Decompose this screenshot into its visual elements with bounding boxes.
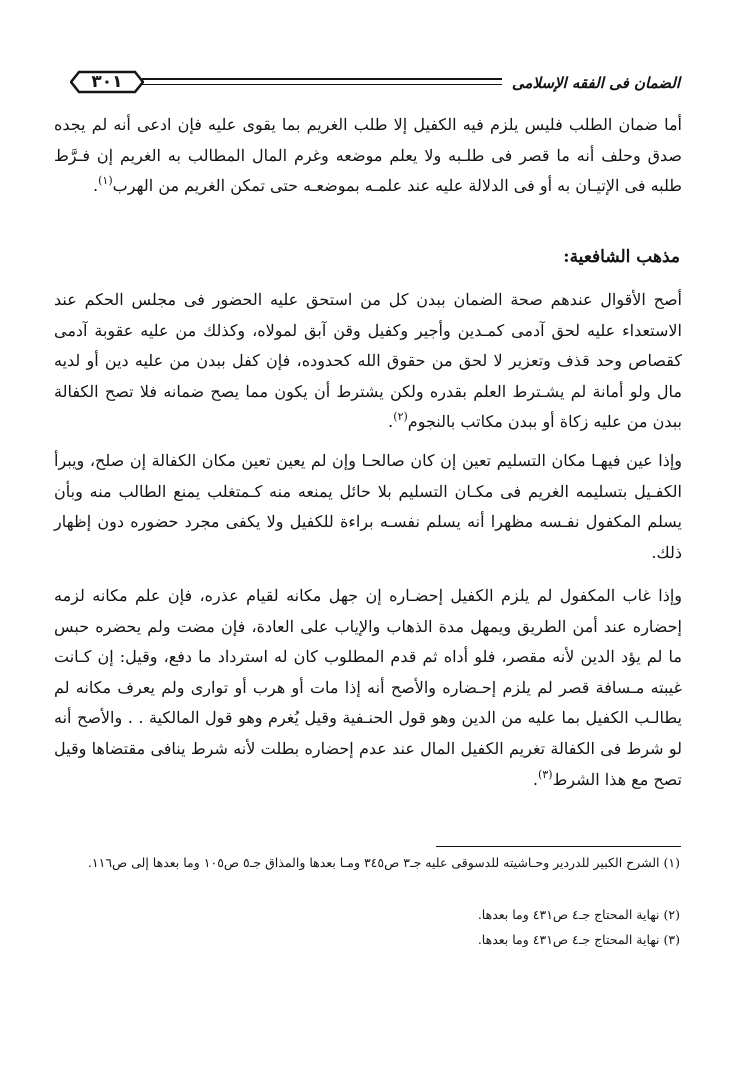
- paragraph-end: .: [93, 176, 99, 196]
- paragraph-end: .: [532, 769, 538, 789]
- footnote-3: (٣) نهاية المحتاج جـ٤ ص٤٣١ وما بعدها.: [477, 932, 680, 947]
- paragraph-end: .: [388, 412, 394, 432]
- footnote-2: (٢) نهاية المحتاج جـ٤ ص٤٣١ وما بعدها.: [477, 907, 680, 922]
- page-number-box: [70, 70, 144, 94]
- running-header: [70, 64, 680, 104]
- section-heading: مذهب الشافعية:: [563, 247, 680, 267]
- paragraph-text: أما ضمان الطلب فليس يلزم فيه الكفيل إلا طلب الغريم بما يقوى عليه فإن ادعى أنه لم يجده صدق وحلف أنه ما قصر فى طلـبه ولا يعلم موضعه وغرم المال المطالب به الغريم إن فـرَّط طلبه فى الإتيـان به أو فى الدلالة عليه عند علمـه بموضعـه حتى تمكن الغريم من الهرب: [54, 115, 682, 196]
- footnote-divider: [436, 846, 681, 847]
- footnote-ref: (١): [98, 174, 113, 188]
- footnote-ref: (٢): [393, 410, 408, 424]
- header-rule: [142, 78, 502, 88]
- page-number: ٣٠١: [91, 72, 123, 92]
- paragraph-2: [54, 285, 682, 438]
- book-title: الضمان فى الفقه الإسلامى: [511, 74, 680, 92]
- paragraph-1: [54, 110, 682, 202]
- footnote-ref: (٣): [537, 767, 553, 781]
- paragraph-text: وإذا عين فيهـا مكان التسليم تعين إن كان صالحـا وإن لم يعين تعين مكان الكفالة إن صلح، ويبرأ الكفـيل بتسليمه الغريم فى مكـان التسليم بلا حائل يمنعه منه كـمتغلب يمنع الطالب منه وبأن يسلم المكفول نفـسه مظهرا أنه يسلم نفسـه براءة للكفيل ولا يكفى مجرد حضوره دون إظهار ذلك.: [54, 451, 682, 562]
- paragraph-text: أصح الأقوال عندهم صحة الضمان ببدن كل من استحق عليه الحضور فى مجلس الحكم عند الاستعداء عليه لحق آدمى كمـدين وأجير وكفيل وقن آبق لمولاه، وكذلك من عليه عقوبة آدمى كقصاص وحد قذف وتعزير لا لحق من حقوق الله كحدوده، فإن كفل ببدن من عليه دين أو لديه مال ولو أمانة لم يشـترط العلم بقدره ولكن يشترط أن يكون مما يصح ضمانه فلا تصح الكفالة ببدن من عليه زكاة أو ببدن مكاتب بالنجوم: [54, 290, 682, 432]
- footnote-1: (١) الشرح الكبير للدردير وحـاشيته للدسوقى عليه جـ٣ ص٣٤٥ ومـا بعدها والمذاق جـ٥ ص١٠٥ وما بعدها إلى ص١١٦.: [87, 855, 680, 870]
- paragraph-text: وإذا غاب المكفول لم يلزم الكفيل إحضـاره إن جهل مكانه لقيام عذره، فإن علم مكانه لزمه إحضاره عند أمن الطريق ويمهل مدة الذهاب والإياب على العادة، فإن مضت ولم يحضره حبس ما لم يؤد الدين لأنه مقصر، فلو أداه ثم قدم المطلوب كان له استرداد ما دفع، وقيل: إن كـانت غيبته مـسافة قصر لم يلزم إحـضاره والأصح أنه إذا مات أو هرب أو توارى ولم يعرف مكانه لم يطالـب الكفيل بما عليه من الدين وهو قول الحنـفية وقيل يُغرم وهو قول المالكية . . والأصح أنه لو شرط فى الكفالة تغريم الكفيل المال عند عدم إحضاره بطلت لأنه شرط ينافى مقتضاها وقيل تصح مع هذا الشرط: [54, 586, 683, 789]
- paragraph-3: [54, 446, 682, 568]
- paragraph-4: [54, 581, 682, 795]
